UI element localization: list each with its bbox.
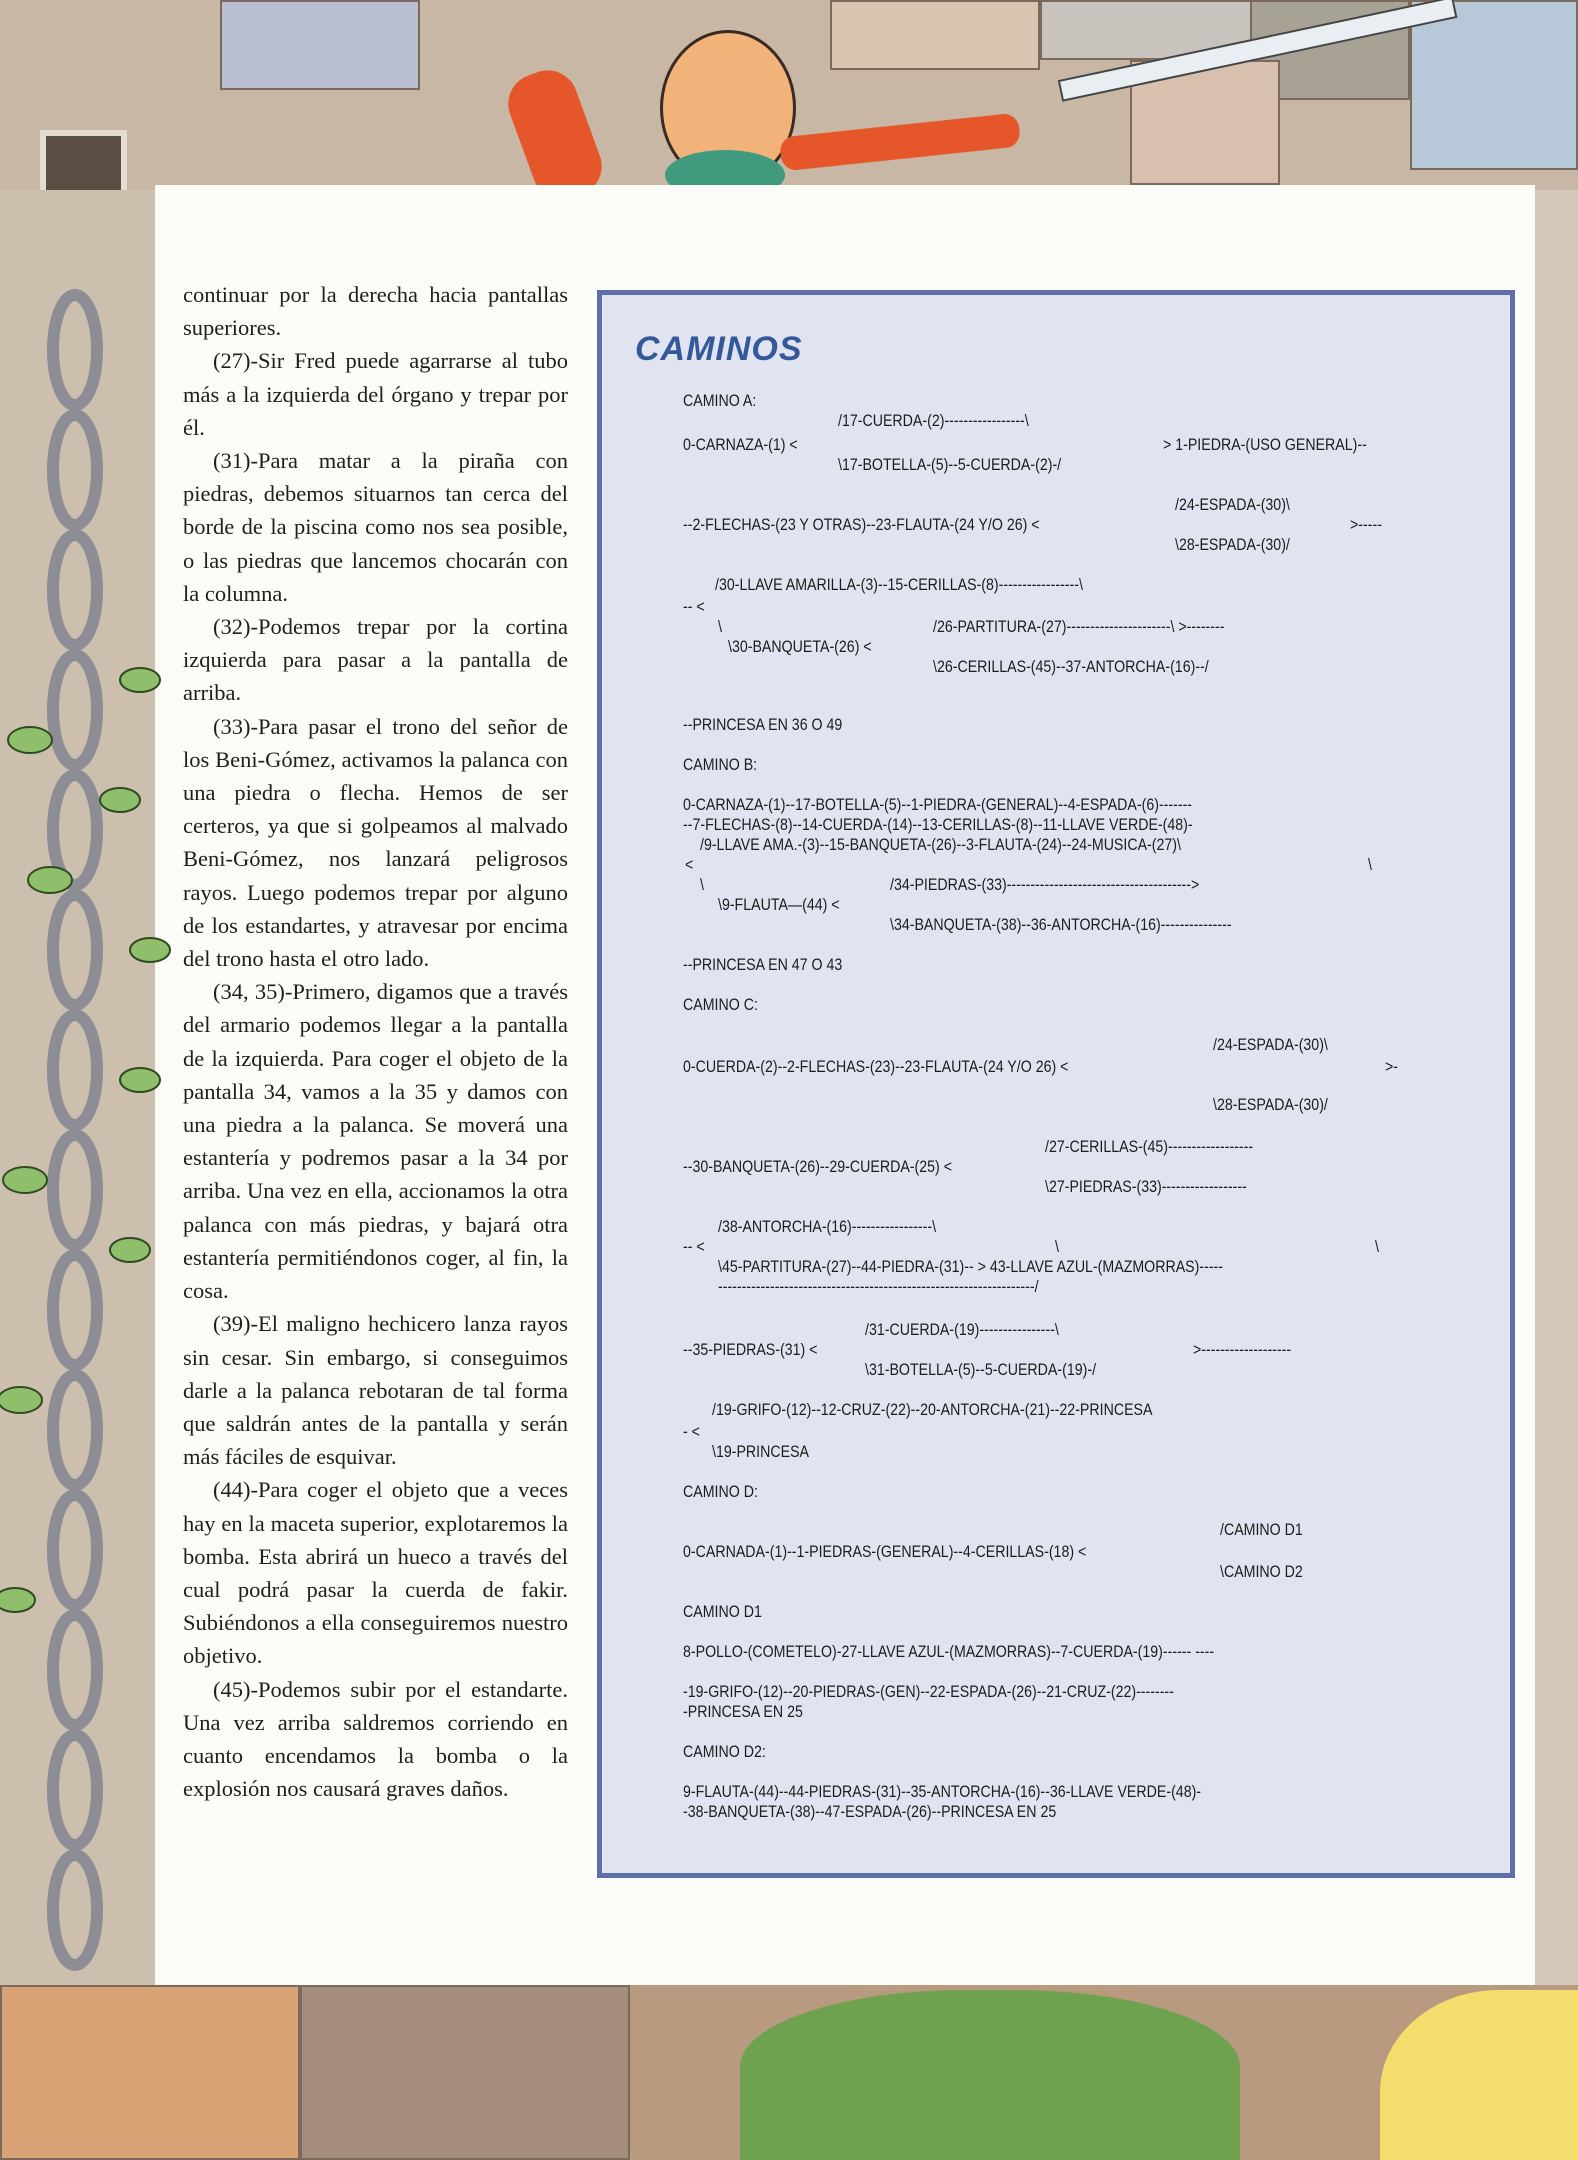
paragraph: (27)-Sir Fred puede agarrarse al tubo más a la izquierda del órgano y trepar por él. [183, 348, 568, 440]
path-line: /30-LLAVE AMARILLA-(3)--15-CERILLAS-(8)-----------------\ [715, 576, 1083, 594]
path-line: \ [1055, 1238, 1059, 1256]
chain-link [53, 1615, 97, 1725]
path-line: \26-CERILLAS-(45)--37-ANTORCHA-(16)--/ [933, 658, 1209, 676]
path-line: /9-LLAVE AMA.-(3)--15-BANQUETA-(26)--3-FLAUTA-(24)--24-MUSICA-(27)\ [700, 836, 1181, 854]
path-line: /17-CUERDA-(2)-----------------\ [838, 412, 1029, 430]
path-line: --PRINCESA EN 47 O 43 [683, 956, 843, 974]
path-line: >------------------- [1193, 1341, 1292, 1359]
path-line: /26-PARTITURA-(27)----------------------\ >-------- [933, 618, 1225, 636]
path-line: --PRINCESA EN 36 O 49 [683, 716, 843, 734]
path-line: --30-BANQUETA-(26)--29-CUERDA-(25) < [683, 1158, 953, 1176]
path-line: /CAMINO D1 [1220, 1521, 1303, 1539]
path-line: \ [1368, 856, 1372, 874]
paragraph: (31)-Para matar a la piraña con piedras, debemos situarnos tan cerca del borde de la piscina como nos sea posible, o las piedras que lancemos chocarán con la columna. [183, 448, 568, 606]
stone-block [830, 0, 1040, 70]
path-line: /19-GRIFO-(12)--12-CRUZ-(22)--20-ANTORCHA-(21)--22-PRINCESA [712, 1401, 1153, 1419]
chain-link [53, 655, 97, 765]
path-line: 0-CARNAZA-(1) < [683, 436, 798, 454]
path-line: 9-FLAUTA-(44)--44-PIEDRAS-(31)--35-ANTORCHA-(16)--36-LLAVE VERDE-(48)- [683, 1783, 1202, 1801]
path-line: /31-CUERDA-(19)----------------\ [865, 1321, 1059, 1339]
path-line: --7-FLECHAS-(8)--14-CUERDA-(14)--13-CERILLAS-(8)--11-LLAVE VERDE-(48)- [683, 816, 1193, 834]
path-line: -38-BANQUETA-(38)--47-ESPADA-(26)--PRINCESA EN 25 [683, 1803, 1057, 1821]
path-line: -PRINCESA EN 25 [683, 1703, 803, 1721]
ivy-leaf [120, 1068, 160, 1092]
path-line: 0-CARNADA-(1)--1-PIEDRAS-(GENERAL)--4-CERILLAS-(18) < [683, 1543, 1087, 1561]
path-line: \CAMINO D2 [1220, 1563, 1303, 1581]
path-line: --35-PIEDRAS-(31) < [683, 1341, 818, 1359]
paragraph: (44)-Para coger el objeto que a veces hay en la maceta superior, explotaremos la bomba. Esta abrirá un hueco a través del cual podrá pasar la cuerda de fakir. Subiéndonos a ella conseguiremos nuestro objetivo. [183, 1477, 568, 1669]
path-line: - < [683, 1423, 700, 1441]
path-line: \ [718, 618, 722, 636]
path-line: --2-FLECHAS-(23 Y OTRAS)--23-FLAUTA-(24 Y/O 26) < [683, 516, 1040, 534]
path-line: CAMINO D: [683, 1483, 758, 1501]
chain-link [53, 295, 97, 405]
paragraph: (39)-El maligno hechicero lanza rayos sin cesar. Sin embargo, si conseguimos darle a la palanca rebotaran de tal forma que saldrán antes de la pantalla y serán más fáciles de esquivar. [183, 1311, 568, 1470]
ivy-leaf [28, 867, 72, 893]
paragraph: (32)-Podemos trepar por la cortina izquierda para pasar a la pantalla de arriba. [183, 614, 568, 706]
path-line: >----- [1350, 516, 1382, 534]
paragraph: continuar por la derecha hacia pantallas superiores. [183, 282, 568, 341]
path-line: \28-ESPADA-(30)/ [1175, 536, 1290, 554]
path-line: \9-FLAUTA—(44) < [718, 896, 840, 914]
path-line: /27-CERILLAS-(45)------------------ [1045, 1138, 1254, 1156]
stone-wall-right [1535, 190, 1578, 1990]
caminos-title: CAMINOS [635, 330, 803, 368]
path-line: /24-ESPADA-(30)\ [1175, 496, 1290, 514]
path-line: \ [1375, 1238, 1379, 1256]
path-line: 0-CARNAZA-(1)--17-BOTELLA-(5)--1-PIEDRA-(GENERAL)--4-ESPADA-(6)------- [683, 796, 1193, 814]
chain-link [53, 895, 97, 1005]
ivy-leaf [8, 727, 52, 753]
paragraph: (34, 35)-Primero, digamos que a través del armario podemos llegar a la pantalla de la izquierda. Para coger el objeto de la pantalla 34, vamos a la 35 y damos con una piedra a la palanca. Se moverá una estantería y podremos pasar a la 34 por arriba. Una vez en ella, accionamos la otra palanca con más piedras, y bajará otra estantería permitiéndonos coger, al fin, la cosa. [183, 979, 568, 1304]
path-line: -- < [683, 598, 705, 616]
path-line: CAMINO D1 [683, 1603, 762, 1621]
path-line: /34-PIEDRAS-(33)---------------------------------------> [890, 876, 1200, 894]
ivy-leaf [130, 938, 170, 962]
paragraph: (33)-Para pasar el trono del señor de los Beni-Gómez, activamos la palanca con una piedra o flecha. Hemos de ser certeros, ya que si golpeamos al malvado Beni-Gómez, nos lanzará peligrosos rayos. Luego podemos trepar por alguno de los estandartes, y atravesar por encima del trono hasta el otro lado. [183, 713, 568, 972]
path-line: -19-GRIFO-(12)--20-PIEDRAS-(GEN)--22-ESPADA-(26)--21-CRUZ-(22)-------- [683, 1683, 1174, 1701]
chain-link [53, 1255, 97, 1365]
path-line: \45-PARTITURA-(27)--44-PIEDRA-(31)-- > 43-LLAVE AZUL-(MAZMORRAS)----- [718, 1258, 1223, 1276]
chain-link [53, 535, 97, 645]
ivy-leaf [110, 1238, 150, 1262]
path-line: -- < [683, 1238, 705, 1256]
path-line: \34-BANQUETA-(38)--36-ANTORCHA-(16)--------------- [890, 916, 1232, 934]
path-line: \ [700, 876, 704, 894]
path-line: \19-PRINCESA [712, 1443, 810, 1461]
chain-link [53, 1735, 97, 1845]
path-line: \31-BOTELLA-(5)--5-CUERDA-(19)-/ [865, 1361, 1097, 1379]
ivy-leaf [120, 668, 160, 692]
left-article-column [183, 278, 568, 1805]
path-line: \17-BOTELLA-(5)--5-CUERDA-(2)-/ [838, 456, 1062, 474]
path-line: \28-ESPADA-(30)/ [1213, 1096, 1328, 1114]
chain-link [53, 1495, 97, 1605]
path-line: /38-ANTORCHA-(16)-----------------\ [718, 1218, 937, 1236]
ivy-leaf [0, 1588, 35, 1612]
chain-link [53, 1855, 97, 1965]
paragraph: (45)-Podemos subir por el estandarte. Una vez arriba saldremos corriendo en cuanto encendamos la bomba o la explosión nos causará graves daños. [183, 1676, 568, 1802]
stone-block [1410, 0, 1578, 170]
floor-tile [300, 1985, 630, 2160]
chain-link [53, 1015, 97, 1125]
ivy-leaf [3, 1167, 47, 1193]
chain-link [53, 1135, 97, 1245]
path-line: >- [1385, 1058, 1399, 1076]
chain-link [53, 415, 97, 525]
path-line: 8-POLLO-(COMETELO)-27-LLAVE AZUL-(MAZMORRAS)--7-CUERDA-(19)------ ---- [683, 1643, 1215, 1661]
path-line: > 1-PIEDRA-(USO GENERAL)-- [1163, 436, 1367, 454]
path-line: < [685, 856, 694, 874]
ivy-leaf [100, 788, 140, 812]
path-line: \27-PIEDRAS-(33)------------------ [1045, 1178, 1247, 1196]
path-line: \30-BANQUETA-(26) < [728, 638, 872, 656]
ivy-leaf [0, 1387, 42, 1413]
path-line: -------------------------------------------------------------------/ [718, 1278, 1039, 1296]
path-line: CAMINO A: [683, 392, 757, 410]
path-line: CAMINO D2: [683, 1743, 766, 1761]
path-line: CAMINO C: [683, 996, 758, 1014]
path-line: CAMINO B: [683, 756, 758, 774]
path-line: 0-CUERDA-(2)--2-FLECHAS-(23)--23-FLAUTA-(24 Y/O 26) < [683, 1058, 1069, 1076]
path-line: /24-ESPADA-(30)\ [1213, 1036, 1328, 1054]
ivy-bush [740, 1990, 1240, 2160]
chain-link [53, 1375, 97, 1485]
